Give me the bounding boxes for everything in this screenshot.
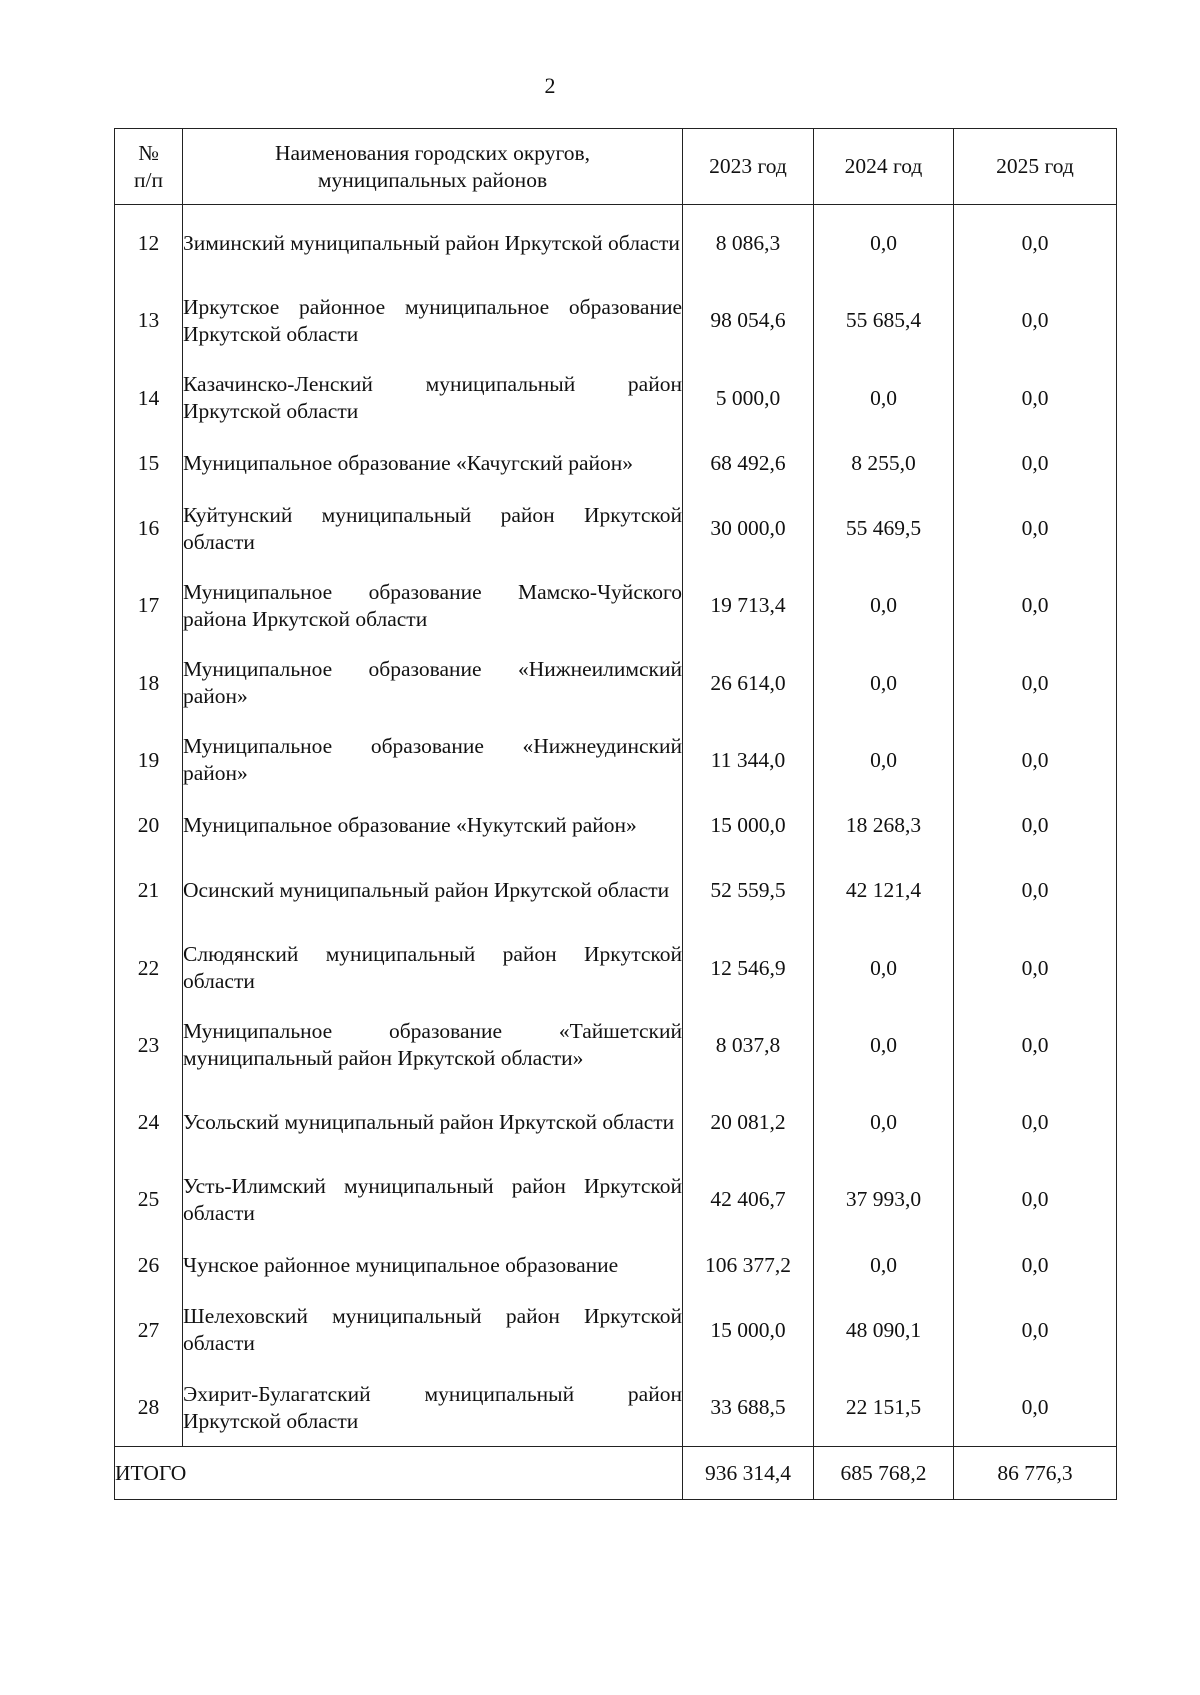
total-2025: 86 776,3	[954, 1447, 1117, 1500]
row-value-2025: 0,0	[954, 205, 1117, 283]
total-2024: 685 768,2	[814, 1447, 954, 1500]
total-row	[115, 1447, 1117, 1500]
row-number: 12	[115, 205, 183, 283]
row-value-2023: 20 081,2	[683, 1084, 814, 1161]
row-number: 14	[115, 360, 183, 437]
table-row	[115, 567, 1117, 644]
row-value-2023: 15 000,0	[683, 1292, 814, 1369]
row-value-2023: 30 000,0	[683, 490, 814, 567]
row-value-2025: 0,0	[954, 567, 1117, 644]
row-name: Осинский муниципальный район Иркутской области	[183, 852, 683, 929]
row-value-2024: 37 993,0	[814, 1161, 954, 1238]
table-row	[115, 1084, 1117, 1161]
row-value-2023: 8 037,8	[683, 1007, 814, 1084]
header-2023: 2023 год	[683, 129, 814, 205]
row-number: 28	[115, 1369, 183, 1447]
row-name: Зиминский муниципальный район Иркутской области	[183, 205, 683, 283]
row-name: Муниципальное образование «Нукутский район»	[183, 799, 683, 852]
row-name: Муниципальное образование «Нижнеилимский район»	[183, 644, 683, 721]
row-name: Муниципальное образование Мамско-Чуйского района Иркутской области	[183, 567, 683, 644]
row-value-2023: 8 086,3	[683, 205, 814, 283]
table-row	[115, 1292, 1117, 1369]
row-value-2024: 0,0	[814, 929, 954, 1006]
row-value-2024: 0,0	[814, 1007, 954, 1084]
row-value-2023: 19 713,4	[683, 567, 814, 644]
row-number: 19	[115, 722, 183, 799]
table-row	[115, 852, 1117, 929]
row-value-2025: 0,0	[954, 799, 1117, 852]
row-value-2023: 26 614,0	[683, 644, 814, 721]
table-row	[115, 929, 1117, 1006]
row-value-2023: 33 688,5	[683, 1369, 814, 1447]
row-number: 21	[115, 852, 183, 929]
row-value-2025: 0,0	[954, 644, 1117, 721]
total-label: ИТОГО	[115, 1447, 683, 1500]
row-value-2023: 11 344,0	[683, 722, 814, 799]
table-row	[115, 799, 1117, 852]
row-name: Муниципальное образование «Тайшетский муниципальный район Иркутской области»	[183, 1007, 683, 1084]
row-value-2024: 22 151,5	[814, 1369, 954, 1447]
row-name: Чунское районное муниципальное образование	[183, 1239, 683, 1292]
row-number: 20	[115, 799, 183, 852]
row-name: Куйтунский муниципальный район Иркутской области	[183, 490, 683, 567]
row-number: 24	[115, 1084, 183, 1161]
page-number: 2	[544, 73, 556, 98]
row-value-2023: 12 546,9	[683, 929, 814, 1006]
row-value-2024: 0,0	[814, 1239, 954, 1292]
table-header-row	[115, 129, 1117, 205]
row-value-2024: 0,0	[814, 205, 954, 283]
header-2024: 2024 год	[814, 129, 954, 205]
table-row	[115, 282, 1117, 359]
row-name: Слюдянский муниципальный район Иркутской области	[183, 929, 683, 1006]
row-number: 23	[115, 1007, 183, 1084]
row-name: Шелеховский муниципальный район Иркутской области	[183, 1292, 683, 1369]
row-value-2025: 0,0	[954, 1369, 1117, 1447]
row-value-2023: 106 377,2	[683, 1239, 814, 1292]
header-number: № п/п	[115, 129, 183, 205]
row-value-2025: 0,0	[954, 490, 1117, 567]
row-name: Усольский муниципальный район Иркутской области	[183, 1084, 683, 1161]
row-value-2024: 0,0	[814, 1084, 954, 1161]
header-name: Наименования городских округов, муниципальных районов	[183, 129, 683, 205]
row-value-2024: 18 268,3	[814, 799, 954, 852]
row-value-2025: 0,0	[954, 282, 1117, 359]
row-number: 15	[115, 437, 183, 490]
row-value-2025: 0,0	[954, 852, 1117, 929]
budget-table	[114, 128, 1117, 1500]
row-value-2024: 0,0	[814, 644, 954, 721]
row-name: Эхирит-Булагатский муниципальный район Иркутской области	[183, 1369, 683, 1447]
table-row	[115, 722, 1117, 799]
table-row	[115, 1239, 1117, 1292]
row-value-2023: 42 406,7	[683, 1161, 814, 1238]
row-value-2025: 0,0	[954, 1007, 1117, 1084]
row-value-2025: 0,0	[954, 1161, 1117, 1238]
row-name: Казачинско-Ленский муниципальный район Иркутской области	[183, 360, 683, 437]
row-number: 18	[115, 644, 183, 721]
row-value-2025: 0,0	[954, 722, 1117, 799]
row-value-2025: 0,0	[954, 360, 1117, 437]
row-value-2025: 0,0	[954, 929, 1117, 1006]
row-value-2025: 0,0	[954, 1292, 1117, 1369]
row-value-2023: 68 492,6	[683, 437, 814, 490]
total-2023: 936 314,4	[683, 1447, 814, 1500]
row-value-2024: 8 255,0	[814, 437, 954, 490]
row-value-2024: 0,0	[814, 567, 954, 644]
row-value-2024: 0,0	[814, 722, 954, 799]
table-row	[115, 1161, 1117, 1238]
row-number: 27	[115, 1292, 183, 1369]
row-value-2023: 98 054,6	[683, 282, 814, 359]
row-number: 16	[115, 490, 183, 567]
table-row	[115, 360, 1117, 437]
row-name: Муниципальное образование «Качугский район»	[183, 437, 683, 490]
table-row	[115, 437, 1117, 490]
row-value-2023: 5 000,0	[683, 360, 814, 437]
row-number: 26	[115, 1239, 183, 1292]
row-name: Усть-Илимский муниципальный район Иркутской области	[183, 1161, 683, 1238]
row-value-2023: 52 559,5	[683, 852, 814, 929]
table-row	[115, 1007, 1117, 1084]
row-number: 22	[115, 929, 183, 1006]
row-name: Муниципальное образование «Нижнеудинский район»	[183, 722, 683, 799]
table-row	[115, 644, 1117, 721]
row-value-2024: 42 121,4	[814, 852, 954, 929]
header-2025: 2025 год	[954, 129, 1117, 205]
row-value-2024: 0,0	[814, 360, 954, 437]
row-value-2024: 48 090,1	[814, 1292, 954, 1369]
row-value-2025: 0,0	[954, 437, 1117, 490]
row-value-2024: 55 685,4	[814, 282, 954, 359]
row-value-2024: 55 469,5	[814, 490, 954, 567]
row-name: Иркутское районное муниципальное образование Иркутской области	[183, 282, 683, 359]
row-value-2025: 0,0	[954, 1084, 1117, 1161]
table-row	[115, 205, 1117, 283]
row-number: 25	[115, 1161, 183, 1238]
row-value-2023: 15 000,0	[683, 799, 814, 852]
row-number: 13	[115, 282, 183, 359]
table-row	[115, 1369, 1117, 1447]
row-value-2025: 0,0	[954, 1239, 1117, 1292]
table-row	[115, 490, 1117, 567]
row-number: 17	[115, 567, 183, 644]
